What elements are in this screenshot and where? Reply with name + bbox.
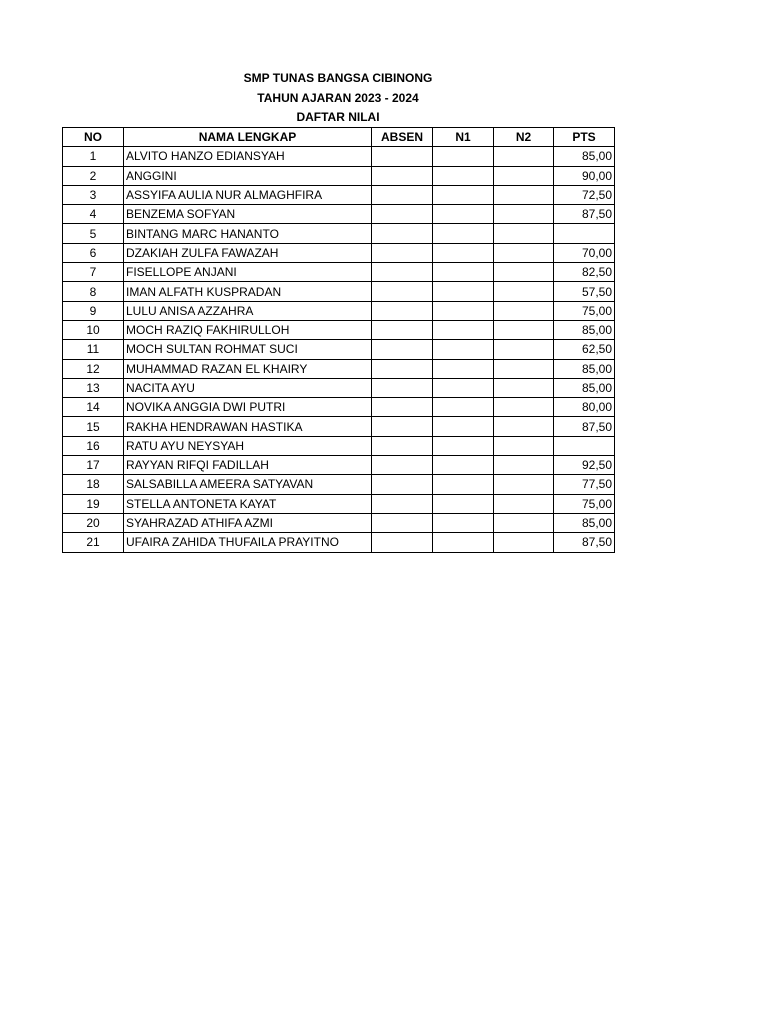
- cell-pts: 80,00: [554, 398, 615, 417]
- cell-n1: [433, 166, 494, 185]
- grades-table-body: [63, 147, 615, 552]
- cell-no: 11: [63, 340, 124, 359]
- cell-name: MOCH RAZIQ FAKHIRULLOH: [124, 320, 372, 339]
- cell-pts: 87,50: [554, 205, 615, 224]
- table-row: [63, 147, 615, 166]
- cell-no: 18: [63, 475, 124, 494]
- cell-name: IMAN ALFATH KUSPRADAN: [124, 282, 372, 301]
- cell-n1: [433, 533, 494, 552]
- cell-pts: 90,00: [554, 166, 615, 185]
- cell-no: 13: [63, 378, 124, 397]
- cell-absen: [372, 475, 433, 494]
- cell-n2: [494, 340, 554, 359]
- cell-n2: [494, 263, 554, 282]
- cell-n2: [494, 494, 554, 513]
- cell-name: NOVIKA ANGGIA DWI PUTRI: [124, 398, 372, 417]
- cell-n1: [433, 378, 494, 397]
- cell-name: UFAIRA ZAHIDA THUFAILA PRAYITNO: [124, 533, 372, 552]
- cell-pts: 62,50: [554, 340, 615, 359]
- table-row: [63, 340, 615, 359]
- cell-absen: [372, 224, 433, 243]
- cell-n1: [433, 475, 494, 494]
- cell-name: LULU ANISA AZZAHRA: [124, 301, 372, 320]
- cell-absen: [372, 263, 433, 282]
- column-header-n2: N2: [494, 128, 554, 147]
- cell-n1: [433, 513, 494, 532]
- cell-no: 12: [63, 359, 124, 378]
- cell-n2: [494, 398, 554, 417]
- cell-name: RAKHA HENDRAWAN HASTIKA: [124, 417, 372, 436]
- cell-n2: [494, 513, 554, 532]
- cell-name: MOCH SULTAN ROHMAT SUCI: [124, 340, 372, 359]
- cell-n2: [494, 185, 554, 204]
- cell-n1: [433, 263, 494, 282]
- cell-pts: 72,50: [554, 185, 615, 204]
- cell-absen: [372, 205, 433, 224]
- cell-absen: [372, 494, 433, 513]
- cell-no: 20: [63, 513, 124, 532]
- cell-no: 17: [63, 456, 124, 475]
- cell-pts: 57,50: [554, 282, 615, 301]
- cell-absen: [372, 147, 433, 166]
- document-title: DAFTAR NILAI: [296, 110, 380, 124]
- column-header-n1: N1: [433, 128, 494, 147]
- cell-n1: [433, 282, 494, 301]
- cell-n2: [494, 301, 554, 320]
- cell-pts: 87,50: [554, 533, 615, 552]
- cell-name: BINTANG MARC HANANTO: [124, 224, 372, 243]
- cell-no: 3: [63, 185, 124, 204]
- cell-n2: [494, 533, 554, 552]
- cell-no: 7: [63, 263, 124, 282]
- table-row: [63, 166, 615, 185]
- table-row: [63, 282, 615, 301]
- table-row: [63, 494, 615, 513]
- cell-no: 5: [63, 224, 124, 243]
- table-row: [63, 263, 615, 282]
- cell-no: 16: [63, 436, 124, 455]
- table-row: [63, 224, 615, 243]
- cell-absen: [372, 166, 433, 185]
- cell-name: RATU AYU NEYSYAH: [124, 436, 372, 455]
- cell-pts: 85,00: [554, 513, 615, 532]
- cell-pts: 75,00: [554, 494, 615, 513]
- column-header-name: NAMA LENGKAP: [124, 128, 372, 147]
- cell-pts: 92,50: [554, 456, 615, 475]
- cell-pts: 85,00: [554, 378, 615, 397]
- cell-n1: [433, 417, 494, 436]
- cell-name: DZAKIAH ZULFA FAWAZAH: [124, 243, 372, 262]
- cell-n2: [494, 166, 554, 185]
- cell-n1: [433, 243, 494, 262]
- cell-n2: [494, 320, 554, 339]
- cell-absen: [372, 359, 433, 378]
- cell-name: BENZEMA SOFYAN: [124, 205, 372, 224]
- cell-absen: [372, 533, 433, 552]
- cell-n1: [433, 205, 494, 224]
- cell-no: 21: [63, 533, 124, 552]
- cell-pts: [554, 436, 615, 455]
- cell-pts: 75,00: [554, 301, 615, 320]
- cell-pts: 82,50: [554, 263, 615, 282]
- cell-name: ASSYIFA AULIA NUR ALMAGHFIRA: [124, 185, 372, 204]
- header-row: [63, 128, 615, 147]
- column-header-no: NO: [63, 128, 124, 147]
- cell-no: 19: [63, 494, 124, 513]
- table-row: [63, 513, 615, 532]
- cell-name: NACITA AYU: [124, 378, 372, 397]
- cell-absen: [372, 398, 433, 417]
- cell-n1: [433, 185, 494, 204]
- table-row: [63, 378, 615, 397]
- table-row: [63, 320, 615, 339]
- cell-n1: [433, 320, 494, 339]
- cell-n1: [433, 359, 494, 378]
- cell-pts: 70,00: [554, 243, 615, 262]
- cell-absen: [372, 456, 433, 475]
- grades-table: [62, 127, 615, 553]
- cell-n2: [494, 243, 554, 262]
- cell-name: MUHAMMAD RAZAN EL KHAIRY: [124, 359, 372, 378]
- table-row: [63, 456, 615, 475]
- cell-pts: 85,00: [554, 320, 615, 339]
- cell-absen: [372, 282, 433, 301]
- cell-pts: 87,50: [554, 417, 615, 436]
- cell-n1: [433, 398, 494, 417]
- cell-n2: [494, 475, 554, 494]
- cell-absen: [372, 340, 433, 359]
- cell-no: 4: [63, 205, 124, 224]
- cell-n2: [494, 147, 554, 166]
- cell-n2: [494, 224, 554, 243]
- cell-n1: [433, 456, 494, 475]
- cell-pts: 85,00: [554, 359, 615, 378]
- cell-no: 9: [63, 301, 124, 320]
- cell-name: STELLA ANTONETA KAYAT: [124, 494, 372, 513]
- cell-pts: [554, 224, 615, 243]
- cell-n2: [494, 456, 554, 475]
- cell-absen: [372, 436, 433, 455]
- cell-n1: [433, 494, 494, 513]
- cell-absen: [372, 378, 433, 397]
- cell-absen: [372, 417, 433, 436]
- cell-n1: [433, 224, 494, 243]
- cell-no: 10: [63, 320, 124, 339]
- cell-no: 6: [63, 243, 124, 262]
- cell-n1: [433, 301, 494, 320]
- academic-year: TAHUN AJARAN 2023 - 2024: [257, 91, 419, 105]
- cell-no: 1: [63, 147, 124, 166]
- cell-n1: [433, 147, 494, 166]
- cell-name: RAYYAN RIFQI FADILLAH: [124, 456, 372, 475]
- cell-n2: [494, 378, 554, 397]
- cell-name: ANGGINI: [124, 166, 372, 185]
- table-row: [63, 243, 615, 262]
- cell-absen: [372, 513, 433, 532]
- cell-pts: 85,00: [554, 147, 615, 166]
- column-header-pts: PTS: [554, 128, 615, 147]
- cell-absen: [372, 301, 433, 320]
- cell-n2: [494, 417, 554, 436]
- table-row: [63, 359, 615, 378]
- cell-absen: [372, 185, 433, 204]
- school-name: SMP TUNAS BANGSA CIBINONG: [243, 71, 433, 85]
- table-row: [63, 417, 615, 436]
- cell-name: SYAHRAZAD ATHIFA AZMI: [124, 513, 372, 532]
- table-row: [63, 301, 615, 320]
- cell-name: ALVITO HANZO EDIANSYAH: [124, 147, 372, 166]
- table-row: [63, 205, 615, 224]
- cell-pts: 77,50: [554, 475, 615, 494]
- cell-name: FISELLOPE ANJANI: [124, 263, 372, 282]
- table-row: [63, 533, 615, 552]
- cell-n1: [433, 436, 494, 455]
- cell-n2: [494, 205, 554, 224]
- cell-n1: [433, 340, 494, 359]
- table-row: [63, 436, 615, 455]
- cell-absen: [372, 320, 433, 339]
- cell-no: 14: [63, 398, 124, 417]
- cell-absen: [372, 243, 433, 262]
- cell-n2: [494, 282, 554, 301]
- cell-no: 8: [63, 282, 124, 301]
- column-header-absen: ABSEN: [372, 128, 433, 147]
- cell-n2: [494, 359, 554, 378]
- table-row: [63, 185, 615, 204]
- cell-no: 2: [63, 166, 124, 185]
- cell-name: SALSABILLA AMEERA SATYAVAN: [124, 475, 372, 494]
- cell-no: 15: [63, 417, 124, 436]
- cell-n2: [494, 436, 554, 455]
- table-row: [63, 398, 615, 417]
- table-row: [63, 475, 615, 494]
